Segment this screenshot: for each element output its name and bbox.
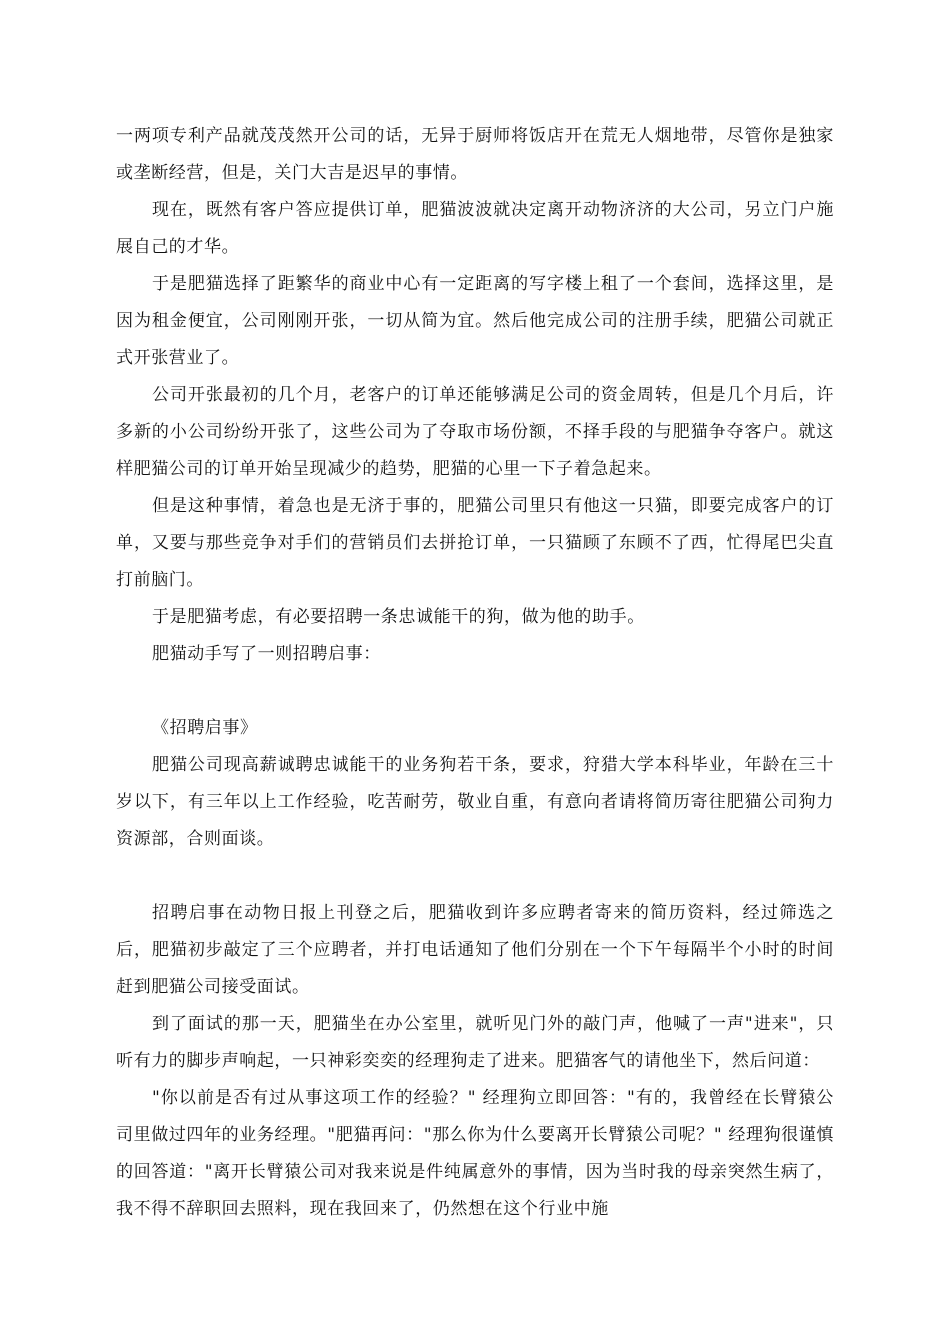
paragraph-4: 公司开张最初的几个月，老客户的订单还能够满足公司的资金周转，但是几个月后，许多新的小公司纷纷开张了，这些公司为了夺取市场份额，不择手段的与肥猫争夺客户。就这样肥猫公司的订单开始呈现减少的趋势，肥猫的心里一下子着急起来。 — [116, 385, 834, 479]
paragraph-12: "你以前是否有过从事这项工作的经验？" 经理狗立即回答："有的，我曾经在长臂猿公司里做过四年的业务经理。"肥猫再问："那么你为什么要离开长臂猿公司呢？" 经理狗很谨慎的回答道："离开长臂猿公司对我来说是件纯属意外的事情，因为当时我的母亲突然生病了，我不得不辞职回去照料，现在我回来了，仍然想在这个行业中施 — [116, 1088, 834, 1219]
paragraph-2: 现在，既然有客户答应提供订单，肥猫波波就决定离开动物济济的大公司，另立门户施展自己的才华。 — [116, 200, 834, 257]
notice-body: 肥猫公司现高薪诚聘忠诚能干的业务狗若干条，要求，狩猎大学本科毕业，年龄在三十岁以下，有三年以上工作经验，吃苦耐劳，敬业自重，有意向者请将简历寄往肥猫公司狗力资源部，合则面谈。 — [116, 755, 834, 849]
paragraph-1: 一两项专利产品就茂茂然开公司的话，无异于厨师将饭店开在荒无人烟地带，尽管你是独家或垄断经营，但是，关门大吉是迟早的事情。 — [116, 126, 834, 183]
document-body — [116, 118, 834, 1228]
notice-title: 《招聘启事》 — [152, 718, 258, 738]
paragraph-6: 于是肥猫考虑，有必要招聘一条忠诚能干的狗，做为他的助手。 — [152, 607, 645, 627]
paragraph-7: 肥猫动手写了一则招聘启事： — [152, 644, 381, 664]
paragraph-5: 但是这种事情，着急也是无济于事的，肥猫公司里只有他这一只猫，即要完成客户的订单，又要与那些竞争对手们的营销员们去拼抢订单，一只猫顾了东顾不了西，忙得尾巴尖直打前脑门。 — [116, 496, 834, 590]
paragraph-3: 于是肥猫选择了距繁华的商业中心有一定距离的写字楼上租了一个套间，选择这里，是因为租金便宜，公司刚刚开张，一切从简为宜。然后他完成公司的注册手续，肥猫公司就正式开张营业了。 — [116, 274, 834, 368]
paragraph-11: 到了面试的那一天，肥猫坐在办公室里，就听见门外的敲门声，他喊了一声"进来"，只听有力的脚步声响起，一只神彩奕奕的经理狗走了进来。肥猫客气的请他坐下，然后问道： — [116, 1014, 834, 1071]
paragraph-10: 招聘启事在动物日报上刊登之后，肥猫收到许多应聘者寄来的简历资料，经过筛选之后，肥猫初步敲定了三个应聘者，并打电话通知了他们分别在一个下午每隔半个小时的时间赶到肥猫公司接受面试。 — [116, 903, 834, 997]
